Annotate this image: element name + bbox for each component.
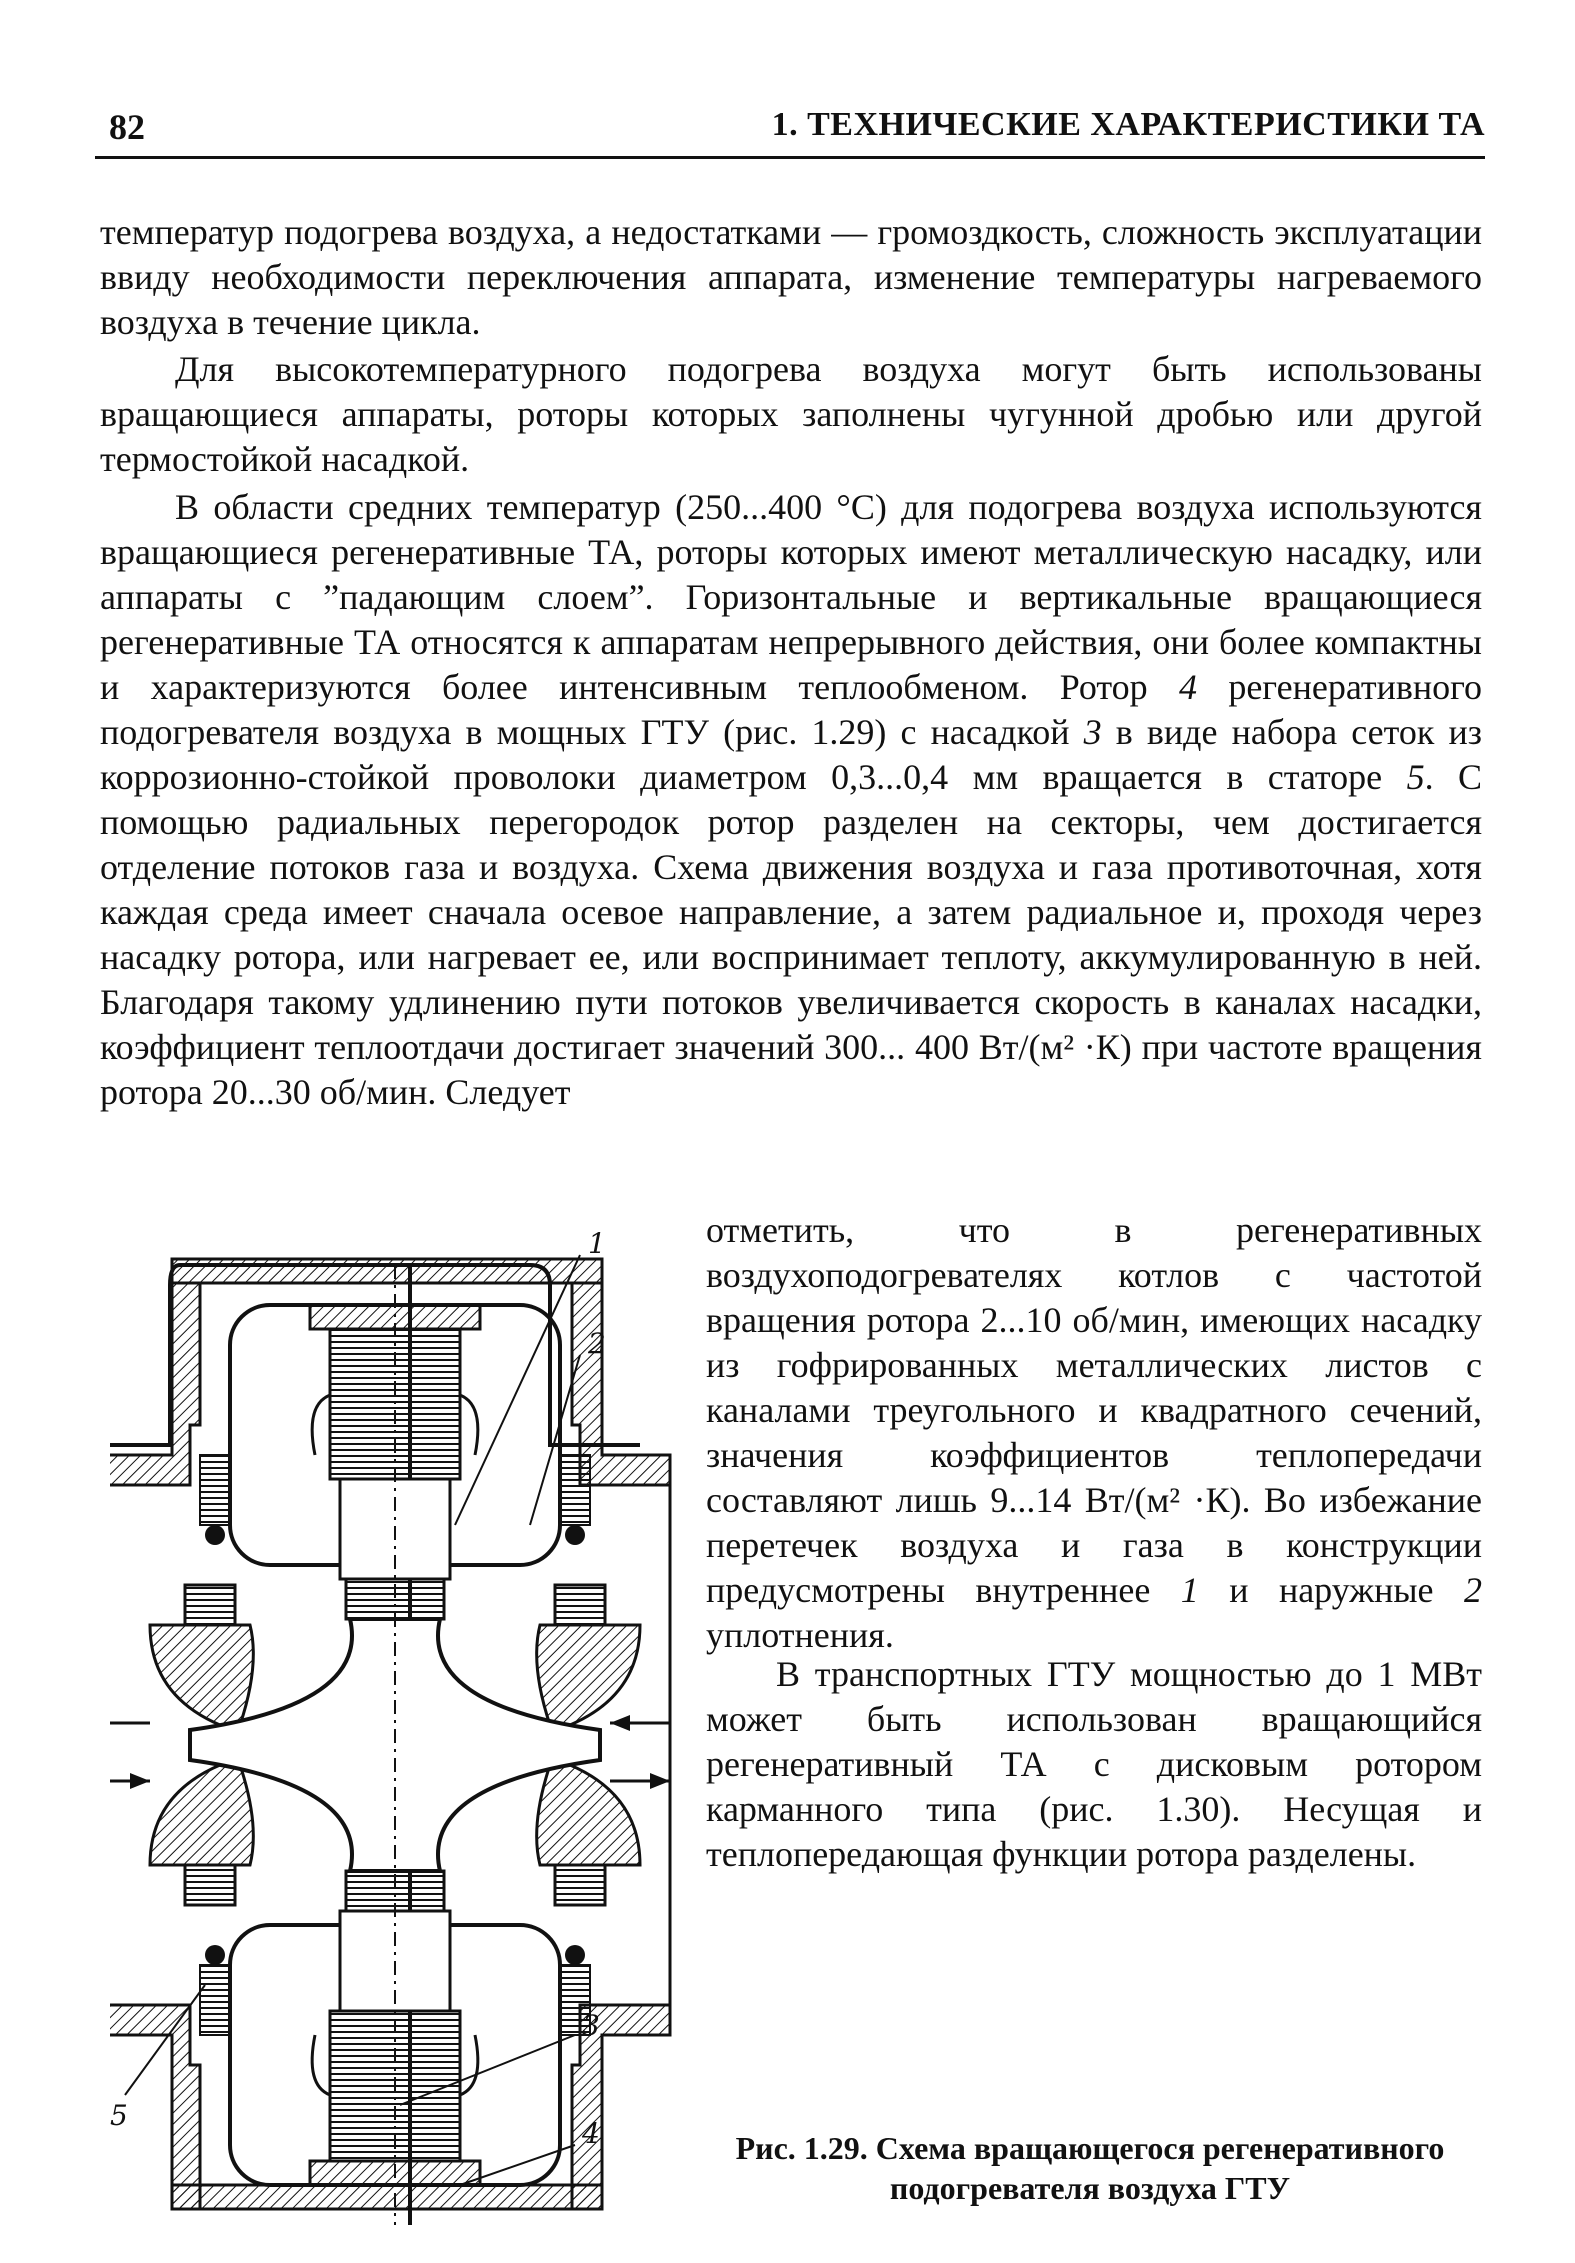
ref-rotor-4: 4 — [1179, 667, 1197, 707]
fig-label-2: 2 — [588, 1327, 606, 1360]
fig-label-5: 5 — [110, 2099, 128, 2132]
page-number: 82 — [109, 107, 145, 147]
header-rule — [95, 156, 1485, 159]
seal-spring-ul — [200, 1455, 230, 1525]
paragraph-3-cont-text-c: уплотнения. — [706, 1615, 894, 1655]
casing-left-upper — [110, 1283, 200, 1485]
flow-arrowhead-in-right — [610, 1715, 630, 1731]
seal-ring-ul — [205, 1525, 225, 1545]
lobe-right-upper — [537, 1625, 640, 1725]
flow-arrowhead-in-left — [130, 1773, 150, 1789]
fig-label-3: 3 — [582, 2009, 600, 2042]
fig-label-1: 1 — [588, 1227, 606, 1260]
paragraph-3-text-c: в виде набора сеток из коррозионно-стойкой проволоки диаметром 0,3...0,4 мм вращается в статоре — [100, 712, 1482, 797]
ref-packing-3: 3 — [1083, 712, 1102, 752]
fig-label-4: 4 — [582, 2117, 600, 2150]
flow-arrowhead-out-right — [650, 1773, 670, 1789]
side-bearing-ur — [555, 1585, 605, 1625]
paragraph-1: температур подогрева воздуха, а недостатками — громоздкость, сложность эксплуатации ввиду необходимости переключения аппарата, изменение температуры нагреваемого воздуха в течение цикла. — [100, 212, 1482, 342]
seal-spring-ur — [560, 1455, 590, 1525]
flow-curve-lower-right — [460, 2035, 478, 2095]
flow-curve-lower-left — [312, 2035, 330, 2095]
side-bearing-lr — [555, 1865, 605, 1905]
lobe-left-lower — [150, 1765, 253, 1865]
side-bearing-ul — [185, 1585, 235, 1625]
paragraph-3-text-b: регенеративного подогревателя воздуха в мощных ГТУ (рис. 1.29) с насадкой — [100, 667, 1482, 752]
paragraph-3-text-a: В области средних температур (250...400 °С) для подогрева воздуха используются вращающиеся регенеративные ТА, роторы которых имеют металлическую насадку, или аппараты с ”падающим слоем”. Горизонтальные и вертикальные вращающиеся регенеративные ТА относятся к аппаратам непрерывного действия, они более компактны и характеризуются более интенсивным теплообменом. Ротор — [100, 487, 1482, 707]
flow-curve-upper-left — [312, 1395, 330, 1455]
paragraph-3 — [100, 485, 1482, 1115]
paragraph-3-text-d: . С помощью радиальных перегородок ротор разделен на секторы, чем достигается отделение потоков газа и воздуха. Схема движения воздуха и газа противоточная, хотя каждая среда имеет сначала осевое направление, а затем радиальное и, проходя через насадку ротора, или нагревает ее, или воспринимает теплоту, аккумулированную в ней. Благодаря такому удлинению пути потоков увеличивается скорость в каналах насадки, коэффициент теплоотдачи достигает значений 300... 400 Вт/(м² ·К) при частоте вращения ротора 20...30 об/мин. Следует — [100, 757, 1482, 1112]
casing-top — [172, 1259, 602, 1283]
page-header — [95, 92, 1485, 152]
paragraph-3-continuation — [706, 1208, 1482, 1658]
flow-curve-upper-right — [460, 1395, 478, 1455]
seal-ring-ur — [565, 1525, 585, 1545]
seal-ring-ll — [205, 1945, 225, 1965]
paragraph-2: Для высокотемпературного подогрева воздуха могут быть использованы вращающиеся аппараты, роторы которых заполнены чугунной дробью или другой термостойкой насадкой. — [100, 349, 1482, 479]
figure-1-29 — [110, 1225, 690, 2225]
ref-seal-2: 2 — [1464, 1570, 1482, 1610]
figure-caption: Рис. 1.29. Схема вращающегося регенеративного подогревателя воздуха ГТУ — [735, 2130, 1445, 2206]
regenerator-schematic — [110, 1225, 690, 2225]
seal-spring-ll — [200, 1965, 230, 2035]
side-bearing-ll — [185, 1865, 235, 1905]
lobe-left-upper — [150, 1625, 253, 1725]
paragraph-3-cont-text-b: и наружные — [1198, 1570, 1464, 1610]
paragraph-3-cont-text-a: отметить, что в регенеративных воздухоподогревателях котлов с частотой вращения ротора 2...10 об/мин, имеющих насадку из гофрированных металлических листов с каналами треугольного и квадратного сечений, значения коэффициентов теплопередачи составляют лишь 9...14 Вт/(м² ·К). Во избежание перетечек воздуха и газа в конструкции предусмотрены внутреннее — [706, 1210, 1482, 1610]
casing-bottom — [172, 2185, 602, 2209]
seal-ring-lr — [565, 1945, 585, 1965]
ref-stator-5: 5 — [1406, 757, 1425, 797]
ref-seal-1: 1 — [1180, 1570, 1199, 1610]
paragraph-4: В транспортных ГТУ мощностью до 1 МВт может быть использован вращающийся регенеративный ТА с дисковым ротором карманного типа (рис. 1.30). Несущая и теплопередающая функции ротора разделены. — [706, 1654, 1482, 1874]
running-title: 1. ТЕХНИЧЕСКИЕ ХАРАКТЕРИСТИКИ ТА — [771, 106, 1485, 143]
